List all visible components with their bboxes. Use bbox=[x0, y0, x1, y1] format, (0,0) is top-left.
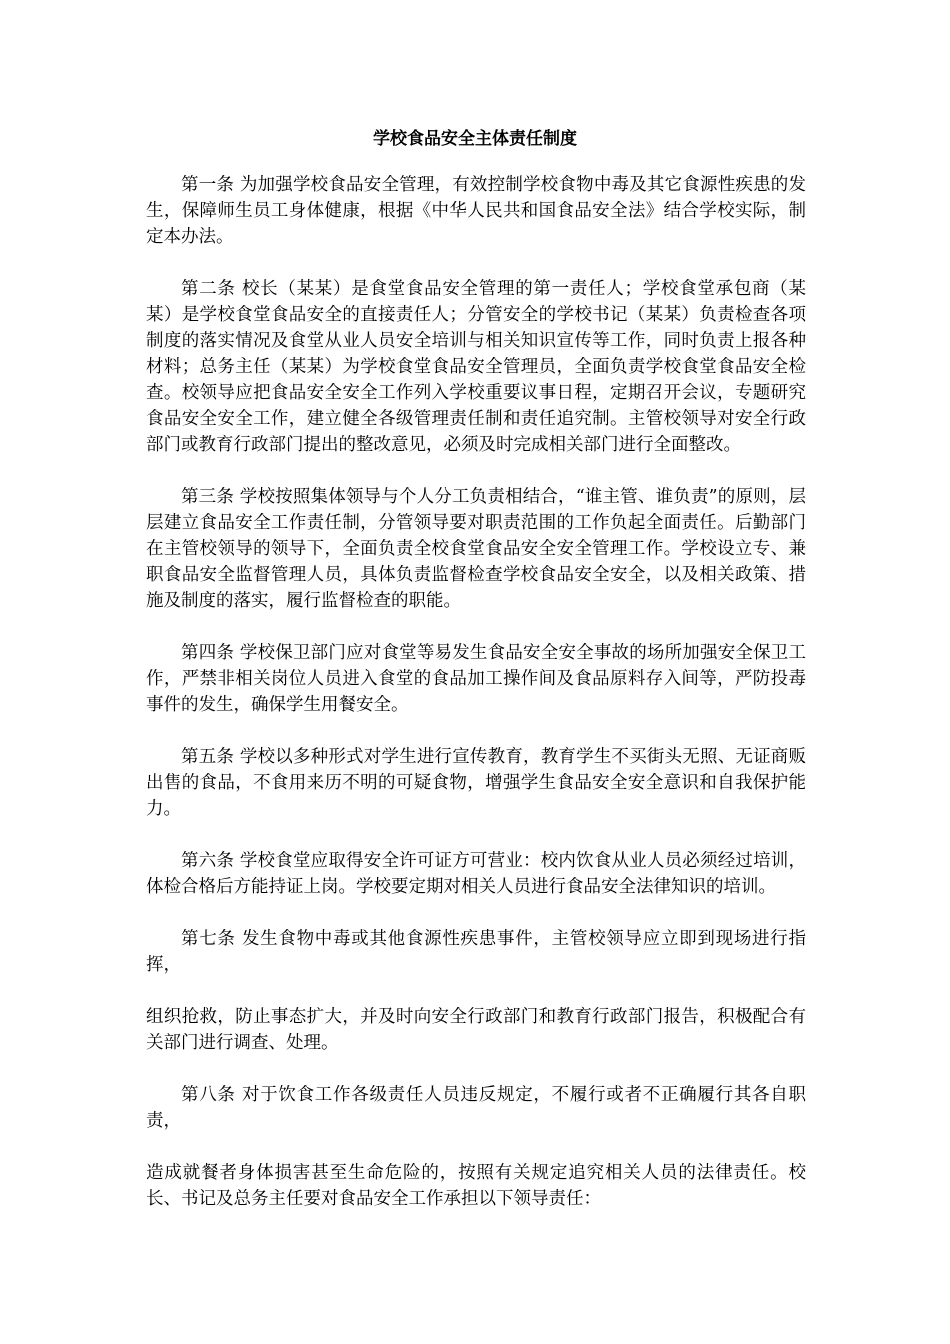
article-3-paragraph: 第三条 学校按照集体领导与个人分工负责相结合，“谁主管、谁负责”的原则，层层建立食品安全工作责任制，分管领导要对职责范围的工作负起全面责任。后勤部门在主管校领导的领导下，全面负责全校食堂食品安全安全管理工作。学校设立专、兼职食品安全监督管理人员，具体负责监督检查学校食品安全安全，以及相关政策、措施及制度的落实，履行监督检查的职能。 bbox=[146, 487, 806, 611]
article-2-paragraph: 第二条 校长（某某）是食堂食品安全管理的第一责任人；学校食堂承包商（某某）是学校食堂食品安全的直接责任人；分管安全的学校书记（某某）负责检查各项制度的落实情况及食堂从业人员安全培训与相关知识宣传等工作，同时负责上报各种材料；总务主任（某某）为学校食堂食品安全管理员，全面负责学校食堂食品安全检查。校领导应把食品安全安全工作列入学校重要议事日程，定期召开会议，专题研究食品安全安全工作，建立健全各级管理责任制和责任追究制。主管校领导对安全行政部门或教育行政部门提出的整改意见，必须及时完成相关部门进行全面整改。 bbox=[146, 279, 806, 455]
article-4-paragraph: 第四条 学校保卫部门应对食堂等易发生食品安全安全事故的场所加强安全保卫工作，严禁非相关岗位人员进入食堂的食品加工操作间及食品原料存入间等，严防投毒事件的发生，确保学生用餐安全。 bbox=[146, 643, 806, 715]
article-5-paragraph: 第五条 学校以多种形式对学生进行宣传教育，教育学生不买街头无照、无证商贩出售的食品，不食用来历不明的可疑食物，增强学生食品安全安全意识和自我保护能力。 bbox=[146, 747, 806, 819]
article-1-paragraph: 第一条 为加强学校食品安全管理，有效控制学校食物中毒及其它食源性疾患的发生，保障师生员工身体健康，根据《中华人民共和国食品安全法》结合学校实际，制定本办法。 bbox=[146, 175, 806, 247]
article-8-continuation: 造成就餐者身体损害甚至生命危险的，按照有关规定追究相关人员的法律责任。校长、书记及总务主任要对食品安全工作承担以下领导责任： bbox=[146, 1163, 806, 1209]
article-7-continuation: 组织抢救，防止事态扩大，并及时向安全行政部门和教育行政部门报告，积极配合有关部门进行调查、处理。 bbox=[146, 1007, 806, 1053]
article-7-paragraph: 第七条 发生食物中毒或其他食源性疾患事件，主管校领导应立即到现场进行指挥， bbox=[146, 929, 806, 975]
document-body bbox=[146, 172, 806, 1212]
article-8-paragraph: 第八条 对于饮食工作各级责任人员违反规定，不履行或者不正确履行其各自职责， bbox=[146, 1085, 806, 1131]
article-6-paragraph: 第六条 学校食堂应取得安全许可证方可营业：校内饮食从业人员必须经过培训，体检合格后方能持证上岗。学校要定期对相关人员进行食品安全法律知识的培训。 bbox=[146, 851, 806, 897]
document-title: 学校食品安全主体责任制度 bbox=[373, 129, 577, 149]
